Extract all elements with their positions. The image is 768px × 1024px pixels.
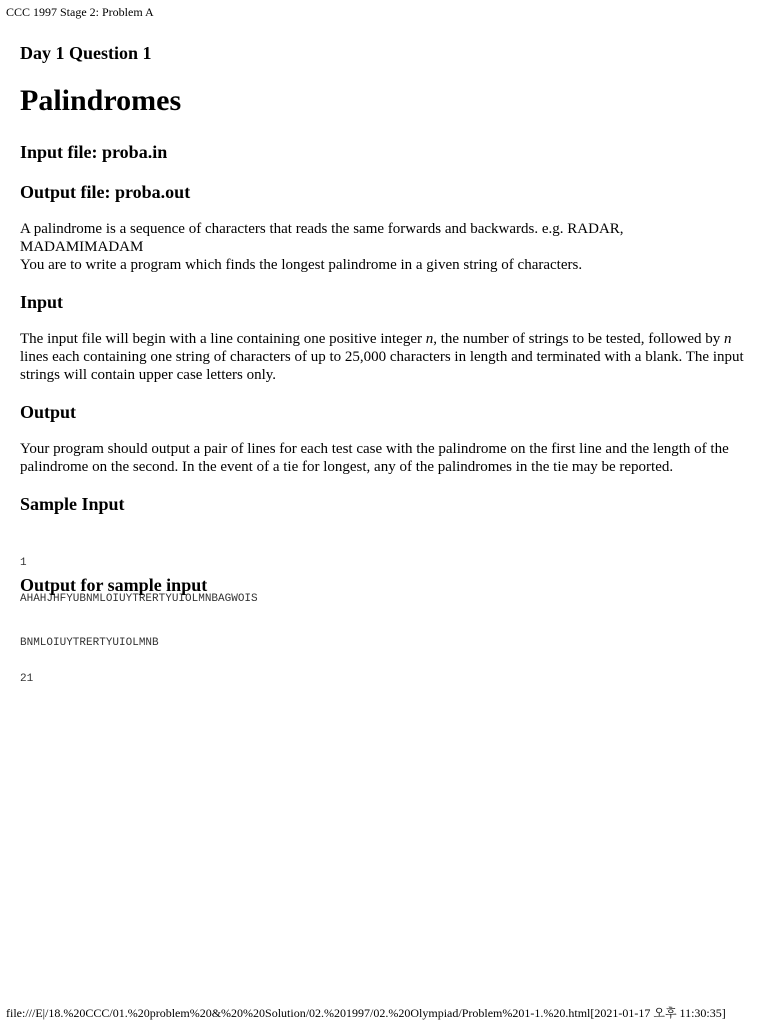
output-section-heading: Output [20,402,77,422]
input-file-heading: Input file: proba.in [20,142,168,162]
input-section-heading: Input [20,292,64,312]
day-question-heading: Day 1 Question 1 [20,43,152,63]
output-section-text: Your program should output a pair of lines for each test case with the palindrome on the first line and the length of the palindrome on the second. In the event of a tie for longest, any of the palindromes in the tie may be reported. [20,441,729,475]
print-header: CCC 1997 Stage 2: Problem A [6,5,154,19]
sample-output-block [20,613,159,709]
sample-input-line: 1 [20,557,27,569]
intro-line-2: You are to write a program which finds the longest palindrome in a given string of characters. [20,257,583,273]
variable-n: n [425,331,434,347]
intro-paragraph [20,220,750,274]
page-title: Palindromes [20,84,182,117]
input-section-text [20,330,750,384]
sample-output-line: BNMLOIUYTRERTYUIOLMNB [20,637,159,649]
intro-line-1: A palindrome is a sequence of characters that reads the same forwards and backwards. e.g. RADAR, MADAMIMADAM [20,221,624,255]
print-footer-url: file:///E|/18.%20CCC/01.%20problem%20&%20%20Solution/02.%201997/02.%20Olympiad/Problem%201-1.%20.html[2021-01-17 오후 11:30:35] [6,1006,726,1020]
input-text-part-1: The input file will begin with a line containing one positive integer [20,331,426,347]
sample-output-line: 21 [20,673,34,685]
variable-n: n [724,331,732,347]
sample-input-heading: Sample Input [20,494,125,514]
input-text-part-3: lines each containing one string of characters of up to 25,000 characters in length and terminated with a blank. The input strings will contain upper case letters only. [20,349,744,383]
sample-output-heading: Output for sample input [20,575,208,595]
output-file-heading: Output file: proba.out [20,182,191,202]
input-text-part-2: , the number of strings to be tested, followed by [433,331,725,347]
sample-input-line: AHAHJHFYUBNMLOIUYTRERTYUIOLMNBAGWOIS [20,593,258,605]
